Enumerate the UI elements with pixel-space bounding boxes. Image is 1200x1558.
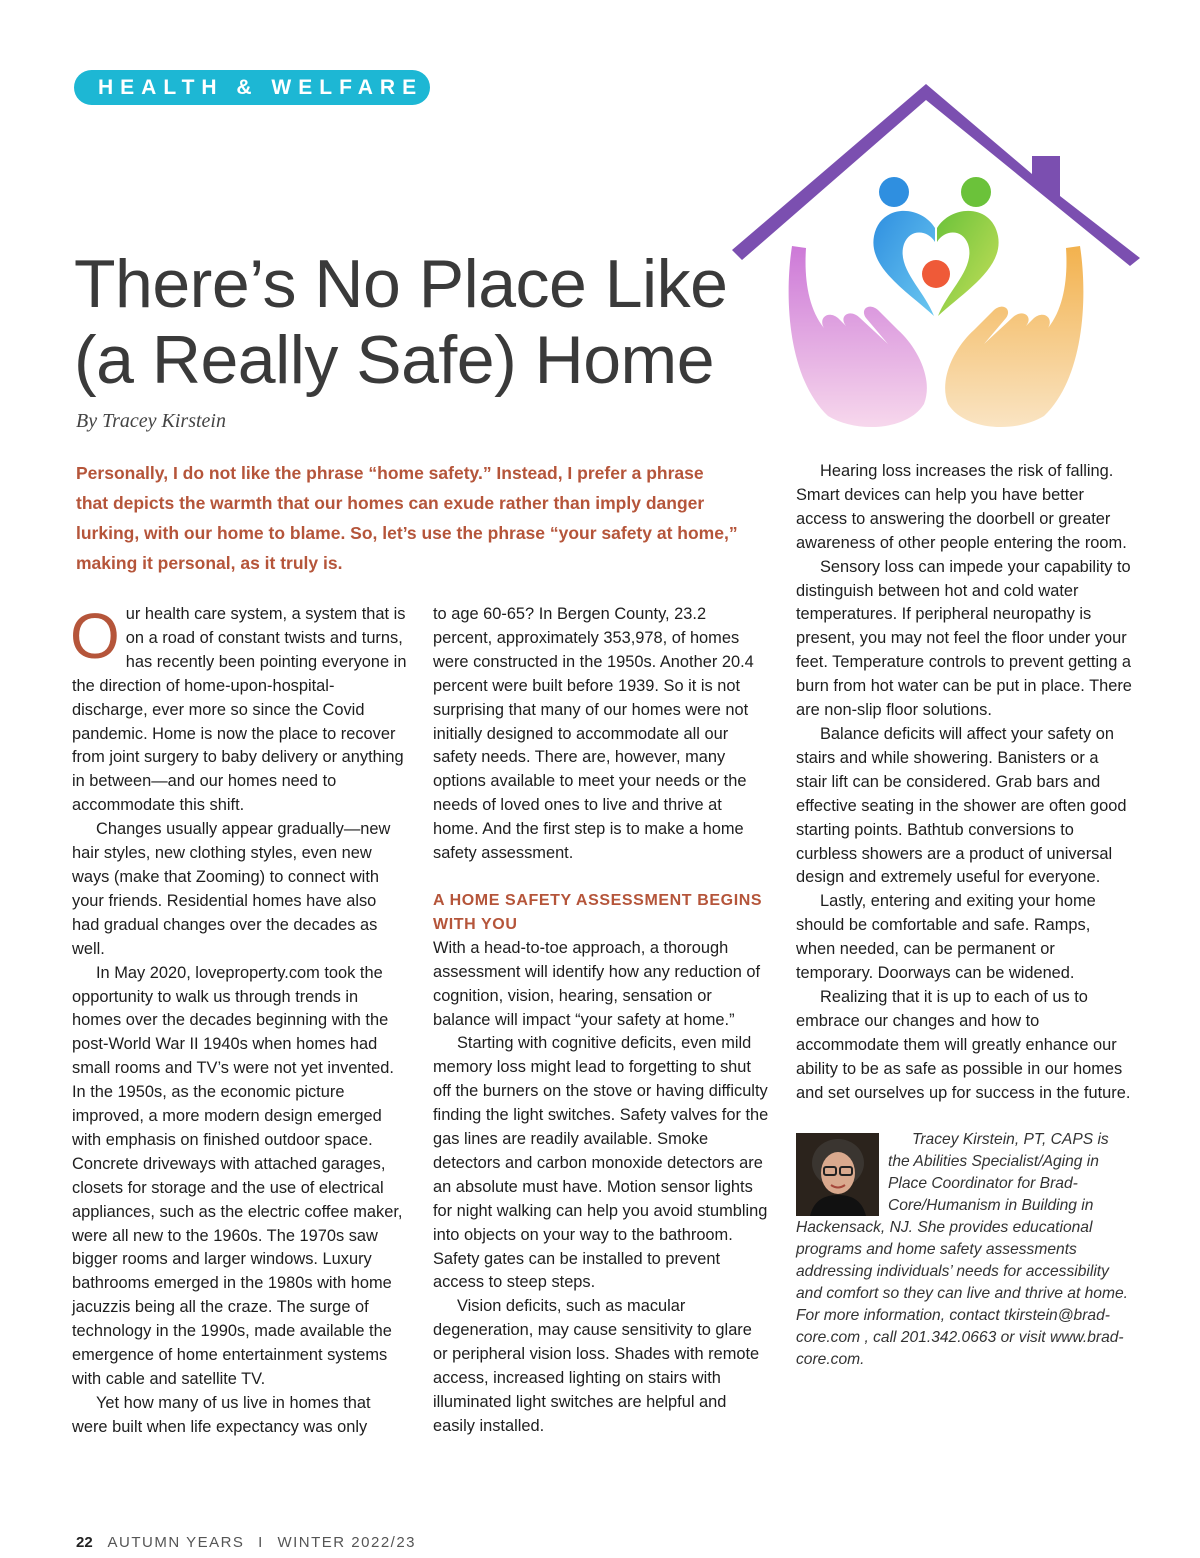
intro-paragraph: Personally, I do not like the phrase “home safety.” Instead, I prefer a phrase that depicts the warmth that our homes can exude rather than imply danger lurking, with our home to blame. So, let’s use the phrase “your safety at home,” making it personal, as it truly is.: [76, 463, 738, 573]
article-title: [74, 246, 734, 398]
paragraph-text: ur health care system, a system that is on a road of constant twists and turns, has recently been pointing everyone in the direction of home-upon-hospital-discharge, ever more so since the Covid pandemic. Home is now the place to recover from joint surgery to baby delivery or anything in between—and our homes need to accommodate this shift.: [72, 605, 407, 815]
paragraph: Sensory loss can impede your capability to distinguish between hot and cold water temperatures. If peripheral neuropathy is present, you may not feel the floor under your feet. Temperature controls to prevent getting a burn from hot water can be put in place. There are non-slip floor solutions.: [796, 557, 1132, 720]
section-label: HEALTH & WELFARE: [74, 70, 430, 105]
paragraph: Lastly, entering and exiting your home should be comfortable and safe. Ramps, when needed, can be permanent or temporary. Doorways can be widened.: [796, 892, 1096, 983]
paragraph: Vision deficits, such as macular degeneration, may cause sensitivity to glare or peripheral vision loss. Shades with remote access, increased lighting on stairs with illuminated light switches are helpful and easily installed.: [433, 1297, 760, 1435]
paragraph: Balance deficits will affect your safety on stairs and while showering. Banisters or a stair lift can be considered. Grab bars and effective seating in the shower are often good starting points. Bathtub conversions to curbless showers are a product of universal design and extremely useful for everyone.: [796, 724, 1127, 887]
author-portrait-photo: [796, 1133, 879, 1216]
author-bio: [796, 1129, 1132, 1371]
title-line-1: There’s No Place Like: [74, 246, 728, 322]
byline: By Tracey Kirstein: [76, 410, 226, 432]
paragraph: In May 2020, loveproperty.com took the opportunity to walk us through trends in homes over the decades beginning with the post-World War II 1940s when homes had small rooms and TV’s were not yet invented. In the 1950s, as the economic picture improved, a more modern design emerged with emphasis on finished outdoor space. Concrete driveways with attached garages, closets for storage and the use of electrical appliances, such as the electric coffee maker, were all new to the 1960s. The 1970s saw bigger rooms and larger windows. Luxury bathrooms emerged in the 1980s with home jacuzzis being all the craze. The surge of technology in the 1990s, made available the emergence of home entertainment systems with cable and satellite TV.: [72, 963, 403, 1388]
footer-separator: I: [258, 1534, 264, 1551]
page-number: 22: [76, 1534, 93, 1551]
paragraph: Realizing that it is up to each of us to embrace our changes and how to accommodate them will greatly enhance our ability to be as safe as possible in our homes and set ourselves up for success in the future.: [796, 987, 1131, 1102]
paragraph: to age 60-65? In Bergen County, 23.2 percent, approximately 353,978, of homes were constructed in the 1950s. Another 20.4 percent were built before 1939. So it is not surprising that many of our homes were not initially designed to accommodate all our safety needs. There are, however, many options available to meet your needs or the needs of loved ones to live and thrive at home. And the first step is to make a home safety assessment.: [433, 605, 754, 863]
paragraph: Yet how many of us live in homes that were built when life expectancy was only: [72, 1393, 371, 1436]
paragraph: Starting with cognitive deficits, even mild memory loss might lead to forgetting to shut off the burners on the stove or having difficulty finding the light switches. Safety valves for the gas lines are readily available. Smoke detectors and carbon monoxide detectors are an absolute must have. Motion sensor lights for night walking can help you avoid stumbling into objects on your way to the bathroom. Safety gates can be installed to prevent access to steep steps.: [433, 1034, 769, 1292]
bio-text: Tracey Kirstein, PT, CAPS is the Abilities Specialist/Aging in Place Coordinator for Brad-Core/Humanism in Building in Hackensack, NJ. She provides educational programs and home safety assessments addressing individuals’ needs for accessibility and comfort so they can live and thrive at home. For more information, contact tkirstein@brad-core.com , call 201.342.0663 or visit www.brad-core.com.: [796, 1131, 1128, 1369]
title-line-2: (a Really Safe) Home: [74, 322, 715, 398]
subheading: A HOME SAFETY ASSESSMENT BEGINS WITH YOU: [433, 891, 763, 933]
column-2: [433, 603, 769, 1439]
paragraph: Changes usually appear gradually—new hair styles, new clothing styles, even new ways (make that Zooming) to connect with your friends. Residential homes have also had gradual changes over the decades as well.: [72, 820, 391, 958]
column-1: [70, 600, 408, 1440]
column-3: [796, 460, 1132, 1371]
publication-name: AUTUMN YEARS: [107, 1534, 245, 1551]
issue-date: WINTER 2022/23: [277, 1534, 417, 1551]
paragraph: [70, 600, 408, 818]
paragraph: Hearing loss increases the risk of falling. Smart devices can help you have better access to answering the doorbell or greater awareness of other people entering the room.: [796, 462, 1127, 552]
house-hands-heart-logo: [728, 78, 1144, 438]
drop-cap: O: [70, 600, 120, 672]
paragraph: With a head-to-toe approach, a thorough assessment will identify how any reduction of cognition, vision, hearing, sensation or balance will impact “your safety at home.”: [433, 938, 761, 1029]
page-footer: [76, 1534, 416, 1551]
